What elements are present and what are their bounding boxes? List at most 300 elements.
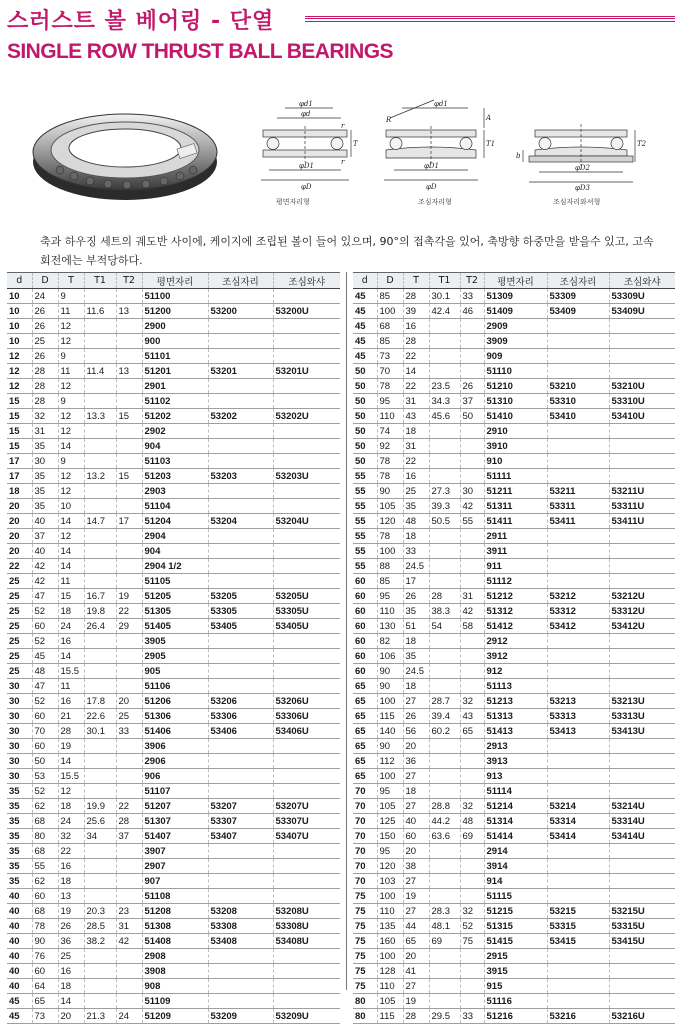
cell-spherical-seat — [208, 679, 273, 694]
cell-T2 — [460, 994, 484, 1009]
col-header-T: T — [58, 273, 84, 289]
cell-T2 — [116, 529, 142, 544]
cell-flat-seat: 51413 — [484, 724, 547, 739]
label-phi-D1-sph: φD1 — [424, 162, 439, 170]
cell-T1 — [429, 559, 460, 574]
cell-D: 150 — [377, 829, 403, 844]
cell-spherical-washer — [609, 574, 675, 589]
table-row — [7, 574, 340, 589]
cell-spherical-washer — [273, 349, 340, 364]
cell-flat-seat: 51415 — [484, 934, 547, 949]
cell-T: 26 — [403, 709, 429, 724]
cell-flat-seat: 2909 — [484, 319, 547, 334]
cell-spherical-washer: 53201U — [273, 364, 340, 379]
cell-spherical-washer — [609, 664, 675, 679]
cell-spherical-washer — [609, 454, 675, 469]
cell-D: 95 — [377, 589, 403, 604]
cell-T2 — [116, 454, 142, 469]
cell-spherical-seat — [547, 454, 609, 469]
cell-spherical-washer: 53203U — [273, 469, 340, 484]
cell-T: 24 — [58, 814, 84, 829]
cell-spherical-seat: 53312 — [547, 604, 609, 619]
table-row — [353, 334, 675, 349]
table-row — [353, 589, 675, 604]
cell-flat-seat: 51312 — [484, 604, 547, 619]
cell-spherical-washer: 53208U — [273, 904, 340, 919]
cell-D: 112 — [377, 754, 403, 769]
table-row — [353, 409, 675, 424]
cell-T2: 26 — [460, 379, 484, 394]
cell-d: 40 — [7, 889, 32, 904]
table-row — [353, 904, 675, 919]
cell-D: 60 — [32, 964, 58, 979]
cell-T: 28 — [403, 1009, 429, 1024]
cell-d: 25 — [7, 664, 32, 679]
cell-d: 30 — [7, 769, 32, 784]
table-row — [353, 949, 675, 964]
cell-T: 11 — [58, 304, 84, 319]
column-divider — [346, 272, 347, 990]
cell-d: 30 — [7, 724, 32, 739]
table-row — [7, 754, 340, 769]
cell-d: 55 — [353, 499, 377, 514]
cell-spherical-washer: 53314U — [609, 814, 675, 829]
cell-T1 — [84, 424, 116, 439]
cell-T2 — [460, 979, 484, 994]
cell-D: 35 — [32, 439, 58, 454]
cell-d: 55 — [353, 469, 377, 484]
cell-T2 — [116, 964, 142, 979]
cell-D: 62 — [32, 799, 58, 814]
cell-T2 — [460, 349, 484, 364]
cell-T1: 28.7 — [429, 694, 460, 709]
cell-spherical-washer — [609, 889, 675, 904]
cell-spherical-washer — [273, 844, 340, 859]
cell-d: 75 — [353, 889, 377, 904]
cell-T: 20 — [403, 949, 429, 964]
cell-T: 28 — [403, 289, 429, 304]
cell-T1: 23.5 — [429, 379, 460, 394]
cell-T1 — [429, 544, 460, 559]
table-row — [353, 529, 675, 544]
cell-flat-seat: 904 — [142, 544, 208, 559]
cell-spherical-seat — [208, 979, 273, 994]
cell-spherical-seat — [547, 469, 609, 484]
cell-d: 10 — [7, 319, 32, 334]
cell-D: 80 — [32, 829, 58, 844]
cell-D: 128 — [377, 964, 403, 979]
cell-T2 — [460, 874, 484, 889]
cell-T: 35 — [403, 499, 429, 514]
cell-spherical-washer — [273, 979, 340, 994]
cell-d: 35 — [7, 844, 32, 859]
cell-spherical-seat — [208, 649, 273, 664]
cell-d: 10 — [7, 304, 32, 319]
cell-T1: 28.5 — [84, 919, 116, 934]
cell-spherical-washer — [609, 559, 675, 574]
cell-flat-seat: 51414 — [484, 829, 547, 844]
cell-spherical-washer — [609, 334, 675, 349]
label-b: b — [516, 152, 521, 160]
cell-T: 16 — [58, 634, 84, 649]
cell-d: 35 — [7, 859, 32, 874]
cell-flat-seat: 907 — [142, 874, 208, 889]
cell-T1: 38.2 — [84, 934, 116, 949]
cell-D: 52 — [32, 694, 58, 709]
cell-spherical-seat — [208, 859, 273, 874]
cell-T2 — [116, 424, 142, 439]
cell-d: 25 — [7, 649, 32, 664]
flat-seat-diagram — [255, 98, 360, 193]
cell-d: 30 — [7, 679, 32, 694]
table-row — [353, 769, 675, 784]
cell-spherical-seat — [547, 994, 609, 1009]
cell-flat-seat: 51208 — [142, 904, 208, 919]
cell-D: 78 — [32, 919, 58, 934]
col-header-T1: T1 — [84, 273, 116, 289]
col-header-flat: 평면자리 — [484, 273, 547, 289]
cell-spherical-washer — [273, 544, 340, 559]
cell-T: 22 — [403, 379, 429, 394]
cell-spherical-washer — [273, 439, 340, 454]
cell-T: 12 — [58, 319, 84, 334]
cell-flat-seat: 51107 — [142, 784, 208, 799]
cell-d: 45 — [7, 1009, 32, 1024]
bearing-photo — [30, 100, 220, 205]
cell-T1 — [84, 559, 116, 574]
cell-spherical-washer: 53205U — [273, 589, 340, 604]
label-phi-D3: φD3 — [575, 184, 590, 192]
cell-T: 19 — [403, 994, 429, 1009]
cell-T2 — [460, 559, 484, 574]
cell-D: 110 — [377, 904, 403, 919]
cell-T: 11 — [58, 574, 84, 589]
cell-D: 78 — [377, 454, 403, 469]
cell-T1 — [84, 874, 116, 889]
cell-D: 30 — [32, 454, 58, 469]
cell-flat-seat: 51111 — [484, 469, 547, 484]
cell-spherical-seat — [547, 739, 609, 754]
table-row — [353, 289, 675, 304]
spherical-seat-caption: 조심자리형 — [418, 198, 452, 206]
cell-T2 — [460, 949, 484, 964]
cell-T1 — [429, 754, 460, 769]
label-t: T — [353, 140, 358, 148]
cell-D: 68 — [32, 904, 58, 919]
cell-D: 60 — [32, 619, 58, 634]
cell-T1: 19.9 — [84, 799, 116, 814]
cell-T2: 24 — [116, 1009, 142, 1024]
table-row — [7, 844, 340, 859]
cell-T: 20 — [58, 1009, 84, 1024]
cell-D: 42 — [32, 559, 58, 574]
cell-d: 65 — [353, 679, 377, 694]
cell-T1 — [429, 664, 460, 679]
cell-T: 28 — [403, 334, 429, 349]
cell-flat-seat: 51205 — [142, 589, 208, 604]
cell-spherical-washer — [609, 979, 675, 994]
cell-spherical-seat — [208, 874, 273, 889]
cell-D: 35 — [32, 499, 58, 514]
cell-d: 70 — [353, 799, 377, 814]
cell-flat-seat: 51108 — [142, 889, 208, 904]
cell-T1 — [84, 454, 116, 469]
cell-T1 — [429, 979, 460, 994]
cell-T: 9 — [58, 349, 84, 364]
cell-T1: 16.7 — [84, 589, 116, 604]
cell-spherical-washer: 53405U — [273, 619, 340, 634]
cell-spherical-seat — [547, 334, 609, 349]
cell-T2 — [116, 334, 142, 349]
cell-flat-seat: 51310 — [484, 394, 547, 409]
cell-T: 48 — [403, 514, 429, 529]
cell-T2 — [116, 679, 142, 694]
cell-spherical-seat: 53310 — [547, 394, 609, 409]
cell-T: 21 — [58, 709, 84, 724]
cell-spherical-washer — [609, 679, 675, 694]
cell-d: 10 — [7, 334, 32, 349]
cell-spherical-seat: 53406 — [208, 724, 273, 739]
table-row — [353, 499, 675, 514]
cell-D: 60 — [32, 889, 58, 904]
table-row — [7, 1009, 340, 1024]
cell-d: 75 — [353, 949, 377, 964]
cell-D: 110 — [377, 604, 403, 619]
cell-spherical-seat — [547, 949, 609, 964]
table-row — [7, 619, 340, 634]
cell-spherical-washer: 53414U — [609, 829, 675, 844]
cell-spherical-seat — [547, 544, 609, 559]
cell-D: 68 — [32, 814, 58, 829]
cell-flat-seat: 51114 — [484, 784, 547, 799]
cell-d: 65 — [353, 694, 377, 709]
table-row — [7, 529, 340, 544]
cell-flat-seat: 51110 — [484, 364, 547, 379]
table-row — [7, 724, 340, 739]
cell-d: 40 — [7, 919, 32, 934]
table-row — [7, 934, 340, 949]
cell-T1: 63.6 — [429, 829, 460, 844]
col-header-T2: T2 — [460, 273, 484, 289]
table-row — [353, 544, 675, 559]
cell-T: 14 — [58, 649, 84, 664]
cell-spherical-washer — [273, 949, 340, 964]
cell-T1 — [84, 754, 116, 769]
cell-D: 28 — [32, 379, 58, 394]
cell-T1 — [429, 679, 460, 694]
cell-T1 — [84, 574, 116, 589]
cell-flat-seat: 2904 1/2 — [142, 559, 208, 574]
cell-spherical-seat: 53203 — [208, 469, 273, 484]
cell-spherical-seat — [208, 754, 273, 769]
cell-T: 12 — [58, 469, 84, 484]
cell-T: 31 — [403, 394, 429, 409]
cell-d: 15 — [7, 424, 32, 439]
cell-T2: 32 — [460, 904, 484, 919]
cell-T: 51 — [403, 619, 429, 634]
cell-spherical-washer — [273, 499, 340, 514]
cell-d: 60 — [353, 604, 377, 619]
col-header-d: d — [353, 273, 377, 289]
cell-T1 — [84, 379, 116, 394]
cell-d: 30 — [7, 739, 32, 754]
cell-T1: 60.2 — [429, 724, 460, 739]
cell-T: 65 — [403, 934, 429, 949]
cell-T: 27 — [403, 874, 429, 889]
cell-T: 18 — [403, 679, 429, 694]
cell-d: 12 — [7, 364, 32, 379]
cell-spherical-washer: 53212U — [609, 589, 675, 604]
table-row — [353, 604, 675, 619]
cell-T2 — [116, 439, 142, 454]
cell-T2: 22 — [116, 604, 142, 619]
label-phi-d1-sph: φd1 — [434, 100, 448, 108]
cell-d: 70 — [353, 859, 377, 874]
cell-T: 56 — [403, 724, 429, 739]
col-header-D: D — [32, 273, 58, 289]
cell-T2: 58 — [460, 619, 484, 634]
cell-T1 — [429, 469, 460, 484]
col-header-T: T — [403, 273, 429, 289]
table-row — [7, 349, 340, 364]
bearing-table-left — [7, 272, 340, 1024]
cell-spherical-seat — [208, 289, 273, 304]
label-phi-D: φD — [301, 183, 312, 191]
cell-spherical-washer — [609, 874, 675, 889]
cell-T: 9 — [58, 289, 84, 304]
table-row — [7, 559, 340, 574]
cell-d: 25 — [7, 634, 32, 649]
cell-T2: 28 — [116, 814, 142, 829]
cell-T1 — [84, 889, 116, 904]
cell-spherical-washer: 53311U — [609, 499, 675, 514]
cell-T1: 27.3 — [429, 484, 460, 499]
cell-flat-seat: 3906 — [142, 739, 208, 754]
page-title-korean: 스러스트 볼 베어링 - 단열 — [7, 9, 275, 34]
cell-T1 — [429, 364, 460, 379]
cell-T1 — [429, 439, 460, 454]
cell-flat-seat: 51409 — [484, 304, 547, 319]
table-row — [7, 499, 340, 514]
cell-spherical-seat: 53210 — [547, 379, 609, 394]
cell-T2 — [460, 769, 484, 784]
table-row — [7, 304, 340, 319]
cell-flat-seat: 51109 — [142, 994, 208, 1009]
cell-T1 — [84, 529, 116, 544]
cell-T2 — [116, 994, 142, 1009]
cell-T1: 28 — [429, 589, 460, 604]
cell-spherical-washer: 53410U — [609, 409, 675, 424]
cell-T1 — [84, 994, 116, 1009]
cell-flat-seat: 51308 — [142, 919, 208, 934]
cell-T: 39 — [403, 304, 429, 319]
cell-T: 9 — [58, 394, 84, 409]
table-row — [353, 664, 675, 679]
label-t1: T1 — [486, 140, 496, 148]
cell-T: 33 — [403, 544, 429, 559]
cell-flat-seat: 51115 — [484, 889, 547, 904]
cell-spherical-seat — [208, 634, 273, 649]
cell-spherical-seat: 53413 — [547, 724, 609, 739]
cell-spherical-washer — [273, 874, 340, 889]
cell-flat-seat: 51305 — [142, 604, 208, 619]
cell-flat-seat: 51406 — [142, 724, 208, 739]
cell-T1 — [429, 889, 460, 904]
label-phi-D1: φD1 — [299, 162, 314, 170]
cell-flat-seat: 2913 — [484, 739, 547, 754]
cell-D: 32 — [32, 409, 58, 424]
cell-spherical-washer: 53413U — [609, 724, 675, 739]
cell-d: 75 — [353, 964, 377, 979]
cell-d: 60 — [353, 649, 377, 664]
cell-T1: 26.4 — [84, 619, 116, 634]
cell-spherical-seat — [208, 349, 273, 364]
table-row — [353, 994, 675, 1009]
cell-spherical-seat — [208, 889, 273, 904]
cell-T: 12 — [58, 409, 84, 424]
cell-T2: 20 — [116, 694, 142, 709]
table-row — [7, 394, 340, 409]
cell-T1: 21.3 — [84, 1009, 116, 1024]
cell-T: 25 — [403, 484, 429, 499]
cell-T1 — [429, 949, 460, 964]
table-row — [7, 874, 340, 889]
cell-spherical-washer: 53408U — [273, 934, 340, 949]
cell-spherical-seat — [208, 499, 273, 514]
cell-spherical-washer — [609, 964, 675, 979]
cell-T1 — [84, 634, 116, 649]
cell-spherical-seat: 53315 — [547, 919, 609, 934]
cell-spherical-washer — [273, 334, 340, 349]
cell-D: 52 — [32, 604, 58, 619]
cell-T: 14 — [58, 439, 84, 454]
table-row — [7, 739, 340, 754]
cell-spherical-seat — [547, 664, 609, 679]
cell-T1 — [84, 769, 116, 784]
cell-spherical-washer — [273, 379, 340, 394]
table-row — [353, 484, 675, 499]
col-header-d: d — [7, 273, 32, 289]
cell-T2: 37 — [460, 394, 484, 409]
cell-T: 12 — [58, 484, 84, 499]
cell-d: 50 — [353, 454, 377, 469]
cell-flat-seat: 51207 — [142, 799, 208, 814]
cell-T1: 45.6 — [429, 409, 460, 424]
cell-d: 75 — [353, 934, 377, 949]
cell-flat-seat: 51314 — [484, 814, 547, 829]
cell-flat-seat: 51313 — [484, 709, 547, 724]
cell-D: 47 — [32, 589, 58, 604]
cell-flat-seat: 51116 — [484, 994, 547, 1009]
cell-D: 42 — [32, 574, 58, 589]
cell-spherical-seat — [547, 649, 609, 664]
cell-T1 — [84, 964, 116, 979]
cell-d: 15 — [7, 409, 32, 424]
cell-d: 50 — [353, 409, 377, 424]
cell-T: 14 — [58, 559, 84, 574]
cell-spherical-seat: 53305 — [208, 604, 273, 619]
cell-spherical-washer — [609, 739, 675, 754]
cell-spherical-washer — [273, 964, 340, 979]
cell-T1 — [429, 844, 460, 859]
cell-T: 11 — [58, 679, 84, 694]
cell-T1 — [429, 424, 460, 439]
table-row — [7, 409, 340, 424]
cell-T: 35 — [403, 649, 429, 664]
cell-d: 30 — [7, 709, 32, 724]
cell-spherical-seat: 53208 — [208, 904, 273, 919]
cell-T2: 52 — [460, 919, 484, 934]
